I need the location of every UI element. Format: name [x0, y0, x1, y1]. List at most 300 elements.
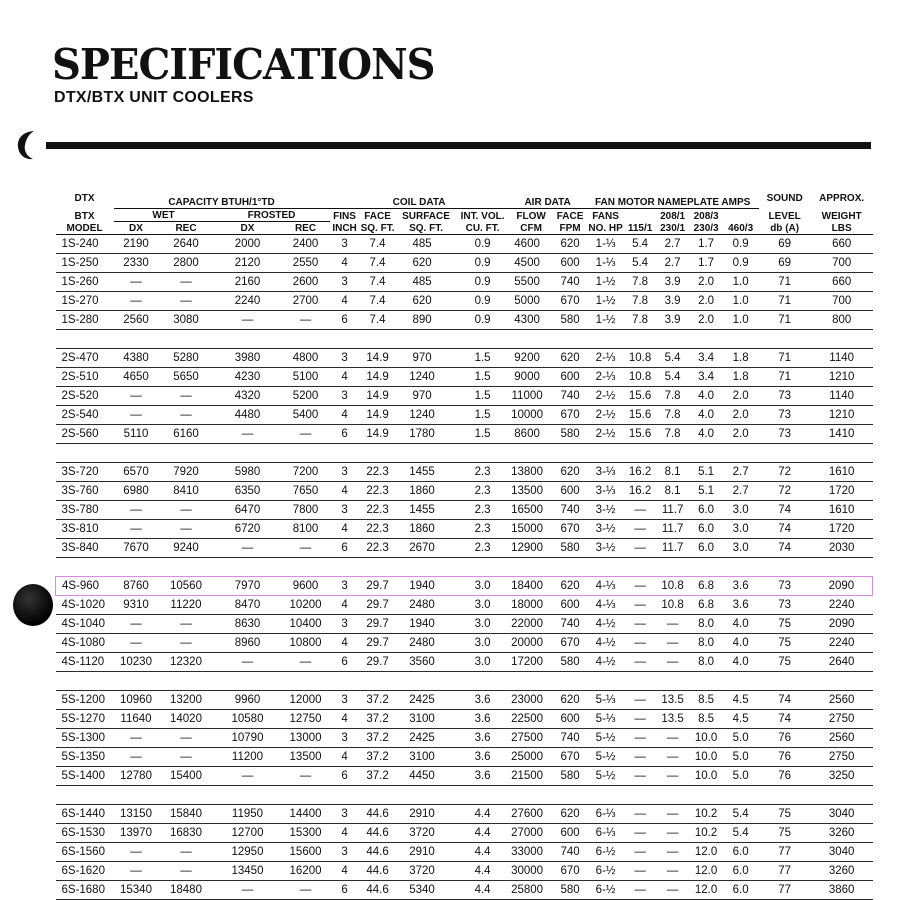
- cell-amps-208-3: 8.5: [690, 710, 723, 729]
- cell-amps-115-1: —: [625, 691, 656, 710]
- cell-frosted-dx: 11950: [214, 805, 282, 824]
- cell-fans-hp: 4-⅓: [587, 577, 625, 596]
- cell-amps-208-3: 12.0: [690, 843, 723, 862]
- cell-surface-sqft: 1240: [396, 368, 457, 387]
- cell-amps-115-1: 5.4: [625, 235, 656, 254]
- cell-weight: 800: [811, 311, 873, 330]
- header-int-vol-unit: CU. FT.: [457, 222, 509, 235]
- cell-frosted-dx: 4480: [214, 406, 282, 425]
- cell-amps-208-1: 3.9: [656, 292, 690, 311]
- cell-amps-208-1: 8.1: [656, 482, 690, 501]
- cell-amps-460-3: 5.4: [723, 805, 759, 824]
- cell-frosted-rec: 13500: [282, 748, 330, 767]
- cell-fins: 3: [330, 501, 360, 520]
- header-int-vol: INT. VOL.: [460, 210, 505, 222]
- cell-model: 1S-280: [56, 311, 114, 330]
- cell-amps-115-1: —: [625, 881, 656, 900]
- cell-fins: 6: [330, 425, 360, 444]
- cell-fins: 4: [330, 254, 360, 273]
- header-face-fpm: FACE: [556, 210, 584, 222]
- cell-amps-460-3: 1.8: [723, 368, 759, 387]
- cell-wet-dx: —: [114, 387, 159, 406]
- spacer-cell: [56, 330, 873, 349]
- cell-amps-208-3: 8.0: [690, 615, 723, 634]
- cell-amps-460-3: 0.9: [723, 235, 759, 254]
- cell-sound-level: 72: [759, 482, 811, 501]
- table-row: [56, 615, 873, 634]
- cell-fins: 4: [330, 862, 360, 881]
- cell-weight: 1210: [811, 406, 873, 425]
- cell-frosted-rec: 2550: [282, 254, 330, 273]
- cell-model: 3S-840: [56, 539, 114, 558]
- cell-int-vol: 0.9: [457, 273, 509, 292]
- cell-amps-208-3: 8.5: [690, 691, 723, 710]
- cell-flow-cfm: 22000: [509, 615, 554, 634]
- cell-sound-level: 74: [759, 539, 811, 558]
- spacer-cell: [56, 558, 873, 577]
- group-spacer: [56, 444, 873, 463]
- header-fans: FANS: [592, 210, 619, 222]
- cell-face-sqft: 22.3: [360, 539, 396, 558]
- cell-frosted-dx: 11200: [214, 748, 282, 767]
- cell-amps-208-1: —: [656, 634, 690, 653]
- cell-frosted-rec: 12750: [282, 710, 330, 729]
- cell-fans-hp: 6-⅓: [587, 824, 625, 843]
- cell-int-vol: 3.6: [457, 729, 509, 748]
- cell-amps-460-3: 2.0: [723, 406, 759, 425]
- cell-wet-dx: 8760: [114, 577, 159, 596]
- cell-face-sqft: 29.7: [360, 634, 396, 653]
- table-row: [56, 482, 873, 501]
- cell-weight: 2750: [811, 710, 873, 729]
- cell-int-vol: 3.6: [457, 710, 509, 729]
- cell-model: 6S-1530: [56, 824, 114, 843]
- cell-frosted-dx: 3980: [214, 349, 282, 368]
- cell-face-fpm: 600: [554, 368, 587, 387]
- cell-wet-dx: 10960: [114, 691, 159, 710]
- cell-model: 3S-720: [56, 463, 114, 482]
- cell-flow-cfm: 33000: [509, 843, 554, 862]
- cell-amps-115-1: —: [625, 729, 656, 748]
- header-sound: SOUND: [766, 193, 803, 204]
- cell-frosted-dx: 2240: [214, 292, 282, 311]
- table-row: [56, 292, 873, 311]
- cell-fans-hp: 6-½: [587, 843, 625, 862]
- cell-fins: 3: [330, 843, 360, 862]
- cell-flow-cfm: 11000: [509, 387, 554, 406]
- cell-flow-cfm: 9000: [509, 368, 554, 387]
- cell-surface-sqft: 5340: [396, 881, 457, 900]
- cell-amps-115-1: 7.8: [625, 273, 656, 292]
- cell-face-fpm: 620: [554, 577, 587, 596]
- header-weight: APPROX.: [819, 193, 865, 204]
- cell-int-vol: 4.4: [457, 805, 509, 824]
- table-row: [56, 349, 873, 368]
- cell-frosted-dx: —: [214, 653, 282, 672]
- cell-weight: 2090: [811, 615, 873, 634]
- cell-amps-208-3: 6.8: [690, 596, 723, 615]
- cell-fans-hp: 5-⅓: [587, 691, 625, 710]
- cell-wet-rec: 14020: [159, 710, 214, 729]
- cell-fans-hp: 1-½: [587, 292, 625, 311]
- cell-int-vol: 2.3: [457, 539, 509, 558]
- cell-sound-level: 73: [759, 596, 811, 615]
- cell-fans-hp: 1-½: [587, 273, 625, 292]
- cell-frosted-dx: 10580: [214, 710, 282, 729]
- cell-sound-level: 77: [759, 843, 811, 862]
- cell-amps-115-1: 7.8: [625, 292, 656, 311]
- cell-fans-hp: 3-⅓: [587, 463, 625, 482]
- cell-fans-hp: 4-½: [587, 634, 625, 653]
- cell-fins: 3: [330, 577, 360, 596]
- cell-flow-cfm: 17200: [509, 653, 554, 672]
- header-wet-rec: REC: [159, 222, 214, 235]
- cell-frosted-dx: 8960: [214, 634, 282, 653]
- cell-face-sqft: 44.6: [360, 824, 396, 843]
- cell-surface-sqft: 2425: [396, 691, 457, 710]
- cell-fins: 4: [330, 482, 360, 501]
- cell-amps-115-1: 5.4: [625, 254, 656, 273]
- cell-amps-460-3: 3.6: [723, 577, 759, 596]
- cell-surface-sqft: 970: [396, 349, 457, 368]
- cell-amps-208-3: 8.0: [690, 634, 723, 653]
- cell-model: 1S-260: [56, 273, 114, 292]
- cell-model: 2S-560: [56, 425, 114, 444]
- cell-weight: 2240: [811, 634, 873, 653]
- cell-amps-208-1: —: [656, 881, 690, 900]
- cell-model: 5S-1200: [56, 691, 114, 710]
- cell-amps-208-3: 2.0: [690, 311, 723, 330]
- table-row: [56, 653, 873, 672]
- cell-frosted-dx: —: [214, 311, 282, 330]
- cell-weight: 3040: [811, 843, 873, 862]
- cell-int-vol: 0.9: [457, 254, 509, 273]
- cell-face-fpm: 740: [554, 501, 587, 520]
- group-spacer: [56, 786, 873, 805]
- table-row: [56, 387, 873, 406]
- cell-fans-hp: 5-⅓: [587, 710, 625, 729]
- cell-frosted-dx: 13450: [214, 862, 282, 881]
- cell-frosted-rec: —: [282, 653, 330, 672]
- cell-fans-hp: 4-⅓: [587, 596, 625, 615]
- table-row: [56, 596, 873, 615]
- cell-amps-208-3: 10.2: [690, 805, 723, 824]
- cell-flow-cfm: 25800: [509, 881, 554, 900]
- cell-surface-sqft: 1940: [396, 615, 457, 634]
- table-row: [56, 425, 873, 444]
- cell-frosted-rec: —: [282, 311, 330, 330]
- cell-model: 4S-1020: [56, 596, 114, 615]
- cell-wet-dx: —: [114, 292, 159, 311]
- cell-sound-level: 71: [759, 368, 811, 387]
- cell-wet-rec: —: [159, 406, 214, 425]
- cell-fans-hp: 2-½: [587, 387, 625, 406]
- spacer-cell: [56, 786, 873, 805]
- cell-weight: 3250: [811, 767, 873, 786]
- cell-face-sqft: 29.7: [360, 596, 396, 615]
- cell-int-vol: 3.6: [457, 691, 509, 710]
- cell-amps-208-3: 1.7: [690, 254, 723, 273]
- cell-fins: 4: [330, 748, 360, 767]
- cell-amps-208-3: 5.1: [690, 482, 723, 501]
- cell-fans-hp: 3-⅓: [587, 482, 625, 501]
- cell-amps-115-1: —: [625, 824, 656, 843]
- specifications-table: [55, 194, 873, 900]
- cell-fins: 3: [330, 463, 360, 482]
- cell-model: 2S-510: [56, 368, 114, 387]
- cell-sound-level: 75: [759, 634, 811, 653]
- cell-frosted-rec: 4800: [282, 349, 330, 368]
- cell-surface-sqft: 3720: [396, 824, 457, 843]
- cell-fins: 3: [330, 615, 360, 634]
- cell-surface-sqft: 2480: [396, 596, 457, 615]
- cell-weight: 1140: [811, 387, 873, 406]
- cell-fans-hp: 1-⅓: [587, 254, 625, 273]
- cell-model: 3S-780: [56, 501, 114, 520]
- cell-frosted-rec: —: [282, 425, 330, 444]
- cell-amps-208-1: 2.7: [656, 254, 690, 273]
- cell-sound-level: 69: [759, 235, 811, 254]
- cell-fins: 3: [330, 349, 360, 368]
- cell-frosted-rec: —: [282, 539, 330, 558]
- cell-surface-sqft: 4450: [396, 767, 457, 786]
- cell-amps-208-3: 12.0: [690, 881, 723, 900]
- table-row: [56, 748, 873, 767]
- cell-frosted-dx: 4230: [214, 368, 282, 387]
- cell-frosted-dx: 12700: [214, 824, 282, 843]
- cell-amps-208-3: 2.0: [690, 292, 723, 311]
- cell-int-vol: 1.5: [457, 406, 509, 425]
- cell-wet-rec: —: [159, 729, 214, 748]
- cell-fans-hp: 1-½: [587, 311, 625, 330]
- cell-surface-sqft: 3720: [396, 862, 457, 881]
- cell-amps-460-3: 1.8: [723, 349, 759, 368]
- table-row: [56, 406, 873, 425]
- cell-sound-level: 73: [759, 387, 811, 406]
- cell-wet-dx: 7670: [114, 539, 159, 558]
- cell-model: 3S-760: [56, 482, 114, 501]
- cell-wet-dx: —: [114, 748, 159, 767]
- cell-sound-level: 75: [759, 805, 811, 824]
- cell-fans-hp: 5-½: [587, 729, 625, 748]
- header-flow-unit: CFM: [509, 222, 554, 235]
- header-model-line2: BTX: [74, 210, 95, 222]
- cell-fans-hp: 2-⅓: [587, 349, 625, 368]
- cell-int-vol: 2.3: [457, 463, 509, 482]
- cell-wet-dx: 5110: [114, 425, 159, 444]
- cell-sound-level: 73: [759, 425, 811, 444]
- cell-amps-115-1: —: [625, 634, 656, 653]
- cell-amps-208-1: 13.5: [656, 691, 690, 710]
- cell-amps-208-1: 11.7: [656, 501, 690, 520]
- cell-model: 5S-1400: [56, 767, 114, 786]
- header-surface: SURFACE: [402, 210, 450, 222]
- cell-face-fpm: 670: [554, 292, 587, 311]
- cell-amps-115-1: —: [625, 501, 656, 520]
- cell-amps-460-3: 5.0: [723, 748, 759, 767]
- cell-amps-208-1: 3.9: [656, 311, 690, 330]
- cell-frosted-rec: 9600: [282, 577, 330, 596]
- cell-wet-rec: 18480: [159, 881, 214, 900]
- table-row: [56, 520, 873, 539]
- cell-wet-rec: —: [159, 501, 214, 520]
- cell-face-fpm: 580: [554, 881, 587, 900]
- cell-wet-dx: —: [114, 729, 159, 748]
- header-frosted-rec: REC: [282, 222, 330, 235]
- cell-frosted-rec: 7650: [282, 482, 330, 501]
- cell-flow-cfm: 27500: [509, 729, 554, 748]
- cell-sound-level: 75: [759, 615, 811, 634]
- cell-frosted-dx: 9960: [214, 691, 282, 710]
- cell-amps-115-1: 10.8: [625, 349, 656, 368]
- header-flow: FLOW: [516, 210, 546, 222]
- cell-frosted-rec: —: [282, 881, 330, 900]
- cell-frosted-rec: 7200: [282, 463, 330, 482]
- cell-fins: 4: [330, 596, 360, 615]
- header-208-3: 208/3: [693, 210, 719, 222]
- cell-int-vol: 1.5: [457, 387, 509, 406]
- cell-amps-460-3: 4.5: [723, 710, 759, 729]
- cell-wet-rec: 6160: [159, 425, 214, 444]
- cell-amps-208-3: 6.8: [690, 577, 723, 596]
- cell-face-sqft: 44.6: [360, 862, 396, 881]
- cell-int-vol: 4.4: [457, 824, 509, 843]
- header-weight-unit: LBS: [811, 222, 873, 235]
- cell-flow-cfm: 5500: [509, 273, 554, 292]
- cell-face-fpm: 740: [554, 387, 587, 406]
- cell-surface-sqft: 1240: [396, 406, 457, 425]
- cell-model: 1S-240: [56, 235, 114, 254]
- cell-model: 5S-1270: [56, 710, 114, 729]
- cell-amps-208-1: —: [656, 862, 690, 881]
- cell-flow-cfm: 18400: [509, 577, 554, 596]
- cell-face-sqft: 44.6: [360, 843, 396, 862]
- cell-face-sqft: 37.2: [360, 767, 396, 786]
- cell-frosted-rec: 2400: [282, 235, 330, 254]
- cell-wet-dx: 2560: [114, 311, 159, 330]
- cell-amps-115-1: —: [625, 710, 656, 729]
- cell-flow-cfm: 9200: [509, 349, 554, 368]
- header-frosted-dx: DX: [214, 222, 282, 235]
- cell-face-sqft: 7.4: [360, 311, 396, 330]
- cell-flow-cfm: 4600: [509, 235, 554, 254]
- header-fan-motor: FAN MOTOR NAMEPLATE AMPS: [587, 194, 759, 209]
- cell-int-vol: 0.9: [457, 311, 509, 330]
- cell-face-sqft: 22.3: [360, 482, 396, 501]
- cell-face-sqft: 22.3: [360, 520, 396, 539]
- cell-frosted-dx: 2120: [214, 254, 282, 273]
- cell-fans-hp: 2-½: [587, 406, 625, 425]
- cell-sound-level: 71: [759, 349, 811, 368]
- cell-frosted-rec: 15600: [282, 843, 330, 862]
- cell-wet-dx: 9310: [114, 596, 159, 615]
- cell-sound-level: 75: [759, 824, 811, 843]
- table-row: [56, 539, 873, 558]
- cell-weight: 3040: [811, 805, 873, 824]
- cell-amps-115-1: —: [625, 767, 656, 786]
- cell-amps-208-3: 6.0: [690, 501, 723, 520]
- cell-wet-dx: 6980: [114, 482, 159, 501]
- cell-wet-rec: 7920: [159, 463, 214, 482]
- cell-int-vol: 4.4: [457, 862, 509, 881]
- cell-amps-208-3: 5.1: [690, 463, 723, 482]
- spacer-cell: [56, 672, 873, 691]
- cell-amps-460-3: 1.0: [723, 311, 759, 330]
- cell-surface-sqft: 3560: [396, 653, 457, 672]
- cell-amps-460-3: 4.0: [723, 634, 759, 653]
- cell-wet-rec: 9240: [159, 539, 214, 558]
- cell-frosted-rec: 10800: [282, 634, 330, 653]
- cell-amps-115-1: 15.6: [625, 406, 656, 425]
- cell-surface-sqft: 2425: [396, 729, 457, 748]
- header-coil-data: COIL DATA: [330, 194, 509, 209]
- cell-frosted-rec: 10200: [282, 596, 330, 615]
- cell-frosted-rec: 8100: [282, 520, 330, 539]
- cell-surface-sqft: 485: [396, 273, 457, 292]
- cell-flow-cfm: 27000: [509, 824, 554, 843]
- cell-wet-rec: 15400: [159, 767, 214, 786]
- cell-wet-rec: 10560: [159, 577, 214, 596]
- cell-fans-hp: 2-⅓: [587, 368, 625, 387]
- cell-amps-208-3: 10.0: [690, 729, 723, 748]
- cell-int-vol: 1.5: [457, 368, 509, 387]
- cell-amps-208-1: 7.8: [656, 406, 690, 425]
- cell-model: 6S-1440: [56, 805, 114, 824]
- cell-frosted-rec: —: [282, 767, 330, 786]
- cell-int-vol: 3.0: [457, 596, 509, 615]
- cell-flow-cfm: 8600: [509, 425, 554, 444]
- cell-sound-level: 76: [759, 767, 811, 786]
- cell-flow-cfm: 20000: [509, 634, 554, 653]
- cell-face-fpm: 670: [554, 634, 587, 653]
- table-row: [56, 273, 873, 292]
- cell-int-vol: 0.9: [457, 235, 509, 254]
- cell-amps-208-1: —: [656, 824, 690, 843]
- cell-surface-sqft: 890: [396, 311, 457, 330]
- cell-frosted-dx: 5980: [214, 463, 282, 482]
- group-spacer: [56, 558, 873, 577]
- table-row: [56, 729, 873, 748]
- cell-fins: 3: [330, 235, 360, 254]
- cell-fans-hp: 3-½: [587, 539, 625, 558]
- cell-weight: 1720: [811, 482, 873, 501]
- cell-face-fpm: 740: [554, 843, 587, 862]
- cell-face-fpm: 600: [554, 482, 587, 501]
- cell-amps-208-1: —: [656, 729, 690, 748]
- cell-amps-460-3: 2.0: [723, 425, 759, 444]
- cell-fins: 3: [330, 273, 360, 292]
- cell-frosted-rec: 15300: [282, 824, 330, 843]
- cell-face-sqft: 14.9: [360, 425, 396, 444]
- cell-amps-208-1: —: [656, 843, 690, 862]
- cell-surface-sqft: 1455: [396, 501, 457, 520]
- cell-wet-rec: —: [159, 748, 214, 767]
- header-model-line3: MODEL: [56, 222, 114, 235]
- cell-int-vol: 1.5: [457, 349, 509, 368]
- header-model: DTX: [74, 193, 95, 204]
- punch-hole: [13, 584, 53, 626]
- header-capacity: CAPACITY BTUH/1°TD: [114, 194, 330, 209]
- table-row: [56, 577, 873, 596]
- cell-sound-level: 76: [759, 729, 811, 748]
- cell-amps-208-1: —: [656, 615, 690, 634]
- cell-amps-460-3: 4.0: [723, 615, 759, 634]
- cell-amps-460-3: 1.0: [723, 292, 759, 311]
- cell-fins: 4: [330, 406, 360, 425]
- cell-sound-level: 77: [759, 862, 811, 881]
- cell-wet-dx: 15340: [114, 881, 159, 900]
- cell-frosted-dx: 12950: [214, 843, 282, 862]
